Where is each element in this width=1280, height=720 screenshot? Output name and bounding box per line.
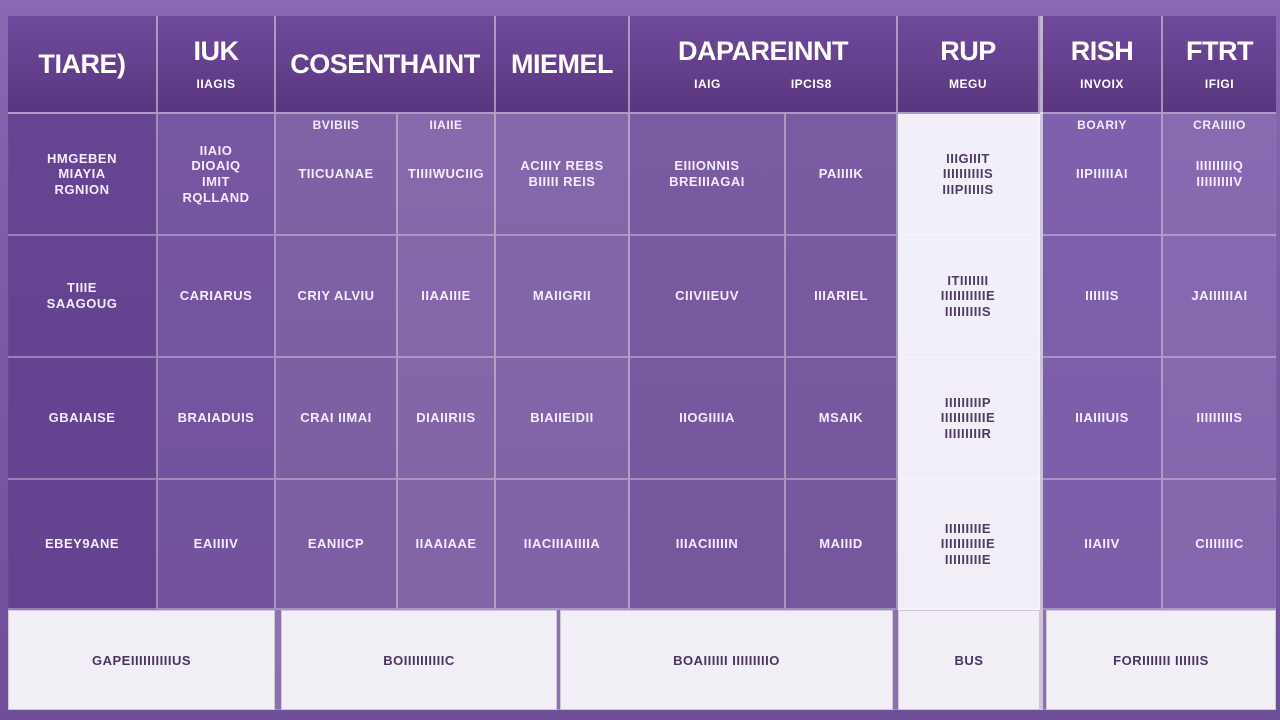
cell-text: DIAIIRIIS: [416, 410, 476, 426]
grid-cell: [8, 480, 158, 610]
grid-cell: [630, 358, 786, 480]
cell-text: IIIIIIIIIP IIIIIIIIIIIE IIIIIIIIIR: [940, 394, 996, 441]
cell-text: EIIIONNIS BREIIIAGAI: [669, 158, 745, 189]
cell-text: IIAAIIIE: [421, 288, 471, 304]
header-column-4: [496, 16, 630, 112]
grid-cell: [158, 236, 276, 358]
header-subtitle-7: INVOIX: [1080, 76, 1124, 91]
grid-cell: [1163, 236, 1276, 358]
grid-cell: [1163, 114, 1276, 236]
cell-text: TIIIIWUCIIG: [407, 166, 485, 182]
grid-cell: [158, 114, 276, 236]
grid-cell: [786, 114, 898, 236]
header-column-8: [1163, 16, 1276, 112]
footer-item-1: [8, 610, 275, 710]
grid-cell: [8, 236, 158, 358]
header-column-7: [1043, 16, 1163, 112]
header-subtitle-6: MEGU: [949, 76, 987, 91]
header-title-2: IUK: [193, 35, 239, 66]
grid-cell: [398, 358, 496, 480]
grid-cell: [1043, 236, 1163, 358]
grid-cell-highlight: [898, 236, 1040, 358]
grid-cell: [786, 236, 898, 358]
grid-cell: [158, 358, 276, 480]
cell-text: IIIIIIIIIE IIIIIIIIIIIE IIIIIIIIIE: [940, 520, 996, 567]
cell-text: CRAI IIMAI: [300, 410, 372, 426]
header-subtitle-left-5: IAIG: [694, 76, 721, 91]
cell-text: IIAIO DIOAIQ IMIT RQLLAND: [182, 142, 250, 205]
cell-text: MAIIID: [819, 536, 863, 552]
data-grid: [8, 114, 1276, 610]
cell-text: CARIARUS: [179, 288, 253, 304]
cell-text: IIIGIIIT IIIIIIIIIIS IIIPIIIIIS: [942, 150, 994, 197]
grid-cell: [276, 480, 398, 610]
footer-row: [8, 610, 1276, 710]
grid-cell: [630, 114, 786, 236]
header-column-5: [630, 16, 898, 112]
cell-text: BIAIIEIDII: [530, 410, 594, 426]
footer-item-5: [1046, 610, 1276, 710]
cell-note: IIAIIE: [429, 118, 463, 132]
header-title-4: MIEMEL: [511, 48, 613, 79]
cell-note: CRAIIIIO: [1193, 118, 1246, 132]
cell-text: JAIIIIIIAI: [1191, 288, 1248, 304]
cell-text: IIOGIIIIA: [679, 410, 735, 426]
header-column-3: [276, 16, 496, 112]
header-title-6: RUP: [940, 35, 996, 66]
grid-cell: [786, 480, 898, 610]
header-column-1: [8, 16, 158, 112]
header-title-3: COSENTHAINT: [290, 48, 480, 79]
grid-cell: [496, 114, 630, 236]
grid-cell: [786, 358, 898, 480]
cell-text: HMGEBEN MIAYIA RGNION: [47, 150, 117, 197]
cell-text: ACIIIY REBS BIIIII REIS: [520, 158, 604, 189]
cell-text: CIIVIIEUV: [675, 288, 739, 304]
cell-text: IIIARIEL: [814, 288, 868, 304]
grid-cell: [496, 480, 630, 610]
cell-text: BRAIADUIS: [177, 410, 255, 426]
grid-cell: [1163, 358, 1276, 480]
header-subtitle-8: IFIGI: [1204, 76, 1235, 91]
cell-note: BVIBIIS: [312, 118, 360, 132]
header-subtitle-right-5: IPCIS8: [790, 76, 832, 91]
cell-text: IIIIIIIIIS: [1196, 410, 1243, 426]
footer-label-4: BUS: [954, 652, 984, 668]
cell-text: IIIIIIIIIQ IIIIIIIIIV: [1195, 158, 1244, 189]
header-row: [8, 16, 1276, 114]
grid-cell-highlight: [898, 480, 1040, 610]
cell-text: EBEY9ANE: [44, 536, 120, 552]
cell-text: ITIIIIIII IIIIIIIIIIIE IIIIIIIIIS: [940, 272, 996, 319]
grid-cell: [1163, 480, 1276, 610]
grid-cell: [158, 480, 276, 610]
footer-item-4: [898, 610, 1040, 710]
header-title-1: TIARE): [38, 48, 126, 79]
cell-text: IIAAIAAE: [415, 536, 477, 552]
grid-cell: [398, 114, 496, 236]
grid-cell: [630, 480, 786, 610]
grid-cell: [496, 358, 630, 480]
cell-text: EANIICP: [307, 536, 365, 552]
header-column-6: [898, 16, 1040, 112]
header-title-8: FTRT: [1186, 35, 1253, 66]
grid-cell: [276, 236, 398, 358]
cell-text: IIIACIIIIIN: [675, 536, 739, 552]
cell-text: TIIIE SAAGOUG: [46, 280, 118, 311]
footer-label-5: FORIIIIIII IIIIIIS: [1113, 652, 1209, 668]
cell-text: IIPIIIIIAI: [1076, 166, 1128, 182]
cell-text: GBAIAISE: [48, 410, 116, 426]
header-column-2: [158, 16, 276, 112]
grid-cell: [398, 480, 496, 610]
section-divider: [1040, 16, 1043, 710]
grid-cell-highlight: [898, 114, 1040, 236]
cell-text: IIIIIIS: [1085, 288, 1119, 304]
cell-text: MSAIK: [818, 410, 864, 426]
cell-text: IIACIIIAIIIIA: [523, 536, 601, 552]
grid-cell: [276, 114, 398, 236]
header-title-5: DAPAREINNT: [678, 35, 848, 66]
grid-cell-highlight: [898, 358, 1040, 480]
grid-cell: [398, 236, 496, 358]
cell-text: CIIIIIIIC: [1195, 536, 1244, 552]
cell-text: PAIIIIK: [818, 166, 864, 182]
grid-cell: [630, 236, 786, 358]
cell-text: CRIY ALVIU: [297, 288, 375, 304]
grid-cell: [1043, 114, 1163, 236]
cell-text: IIAIIV: [1084, 536, 1120, 552]
grid-cell: [276, 358, 398, 480]
header-subtitle-2: IIAGIS: [196, 76, 236, 91]
footer-item-3: [560, 610, 893, 710]
footer-item-2: [281, 610, 557, 710]
grid-cell: [8, 114, 158, 236]
footer-label-2: BOIIIIIIIIIIC: [383, 652, 455, 668]
cell-text: EAIIIIV: [193, 536, 239, 552]
header-subtitle-group-5: [694, 77, 832, 91]
footer-label-1: GAPEIIIIIIIIIIUS: [91, 652, 192, 668]
grid-cell: [496, 236, 630, 358]
cell-note: BOARIY: [1077, 118, 1127, 132]
matrix-board: [8, 16, 1276, 710]
footer-label-3: BOAIIIIII IIIIIIIIIO: [673, 652, 780, 668]
grid-cell: [8, 358, 158, 480]
cell-text: IIAIIIUIS: [1075, 410, 1129, 426]
cell-text: MAIIGRII: [532, 288, 592, 304]
grid-cell: [1043, 480, 1163, 610]
grid-cell: [1043, 358, 1163, 480]
header-title-7: RISH: [1070, 35, 1134, 66]
cell-text: TIICUANAE: [298, 166, 374, 182]
